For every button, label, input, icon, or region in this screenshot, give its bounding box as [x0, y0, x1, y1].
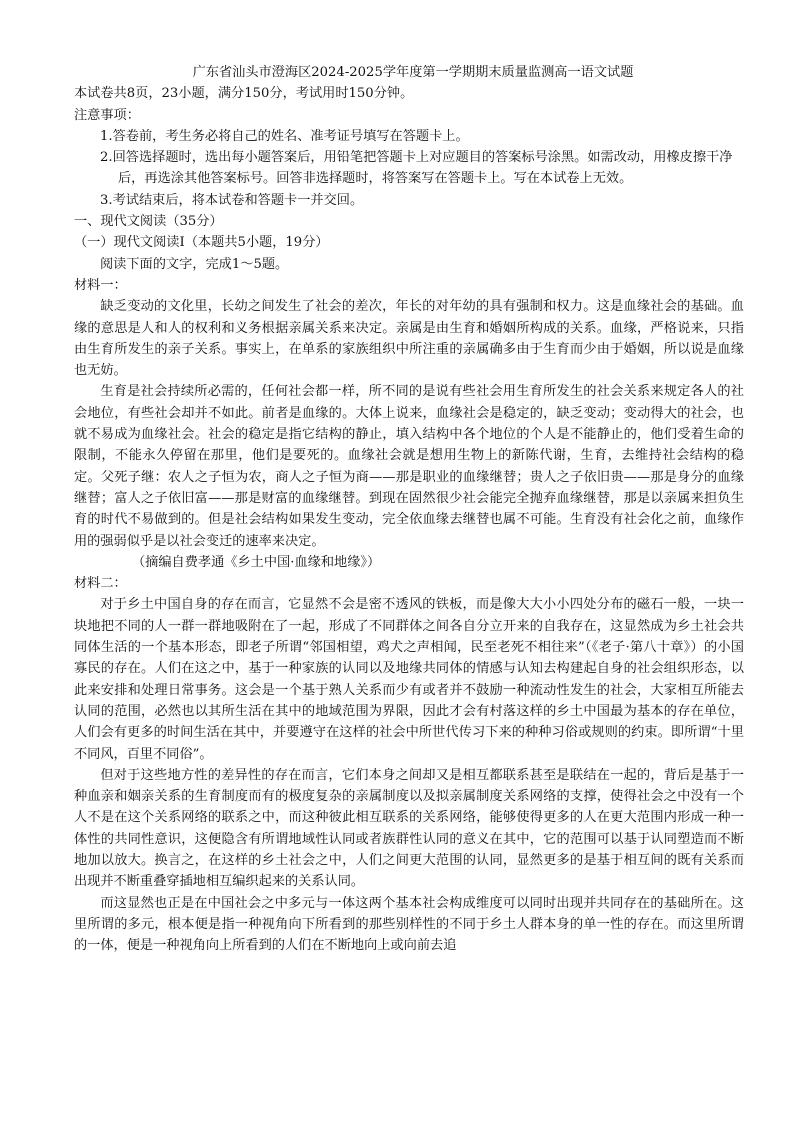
- section-heading: 一、现代文阅读（35分）: [74, 214, 223, 230]
- material-1-source: （摘编自费孝通《乡土中国·血缘和地缘》）: [132, 554, 381, 570]
- material-2-label: 材料二：: [74, 576, 127, 592]
- note-item-2: 2.回答选择题时，选出每小题答案后，用铅笔把答题卡上对应题目的答案标号涂黑。如需改动，用橡皮擦干净后，再选涂其他答案标号。回答非选择题时，将答案写在答题卡上。写在本试卷上无效。: [100, 150, 733, 187]
- material-2-paragraph-1: 对于乡土中国自身的存在而言，它显然不会是密不透风的铁板，而是像大大小小四处分布的磁石一般，一块一块地把不同的人一群一群地吸附在了一起，形成了不同群体之间各自分立开来的自我存在，这显然成为乡土社会共同体生活的一个基本形态，即老子所谓“邻国相望，鸡犬之声相闻，民至老死不相往来”（《老子·第八十章》）的小国寡民的存在。人们在这之中，基于一种家族的认同以及地缘共同体的情感与认知去构建起自身的社会组织形态，以此来安排和处理日常事务。这会是一个基于熟人关系而少有或者并不鼓励一种流动性发生的社会，大家相互所能去认同的范围，必然也以其所生活在其中的地域范围为界限，因此才会有村落这样的乡土中国最为基本的存在单位，人们会有更多的时间生活在其中，并要遵守在这样的社会中所世代传习下来的种种习俗或规则的约束。即所谓“十里不同风，百里不同俗”。: [74, 597, 744, 762]
- exam-page: [74, 62, 744, 956]
- material-1-paragraph-2: 生育是社会持续所必需的，任何社会都一样，所不同的是说有些社会用生育所发生的社会关系来规定各人的社会地位，有些社会却并不如此。前者是血缘的。大体上说来，血缘社会是稳定的，缺乏变动；变动得大的社会，也就不易成为血缘社会。社会的稳定是指它结构的静止，填入结构中各个地位的个人是不能静止的，他们受着生命的限制，不能永久停留在那里，他们是要死的。血缘社会就是想用生物上的新陈代谢，生育，去维持社会结构的稳定。父死子继：农人之子恒为农，商人之子恒为商——那是职业的血缘继替；贵人之子依旧贵——那是身分的血缘继替；富人之子依旧富——那是财富的血缘继替。到现在固然很少社会能完全抛弃血缘继替，那是以亲属来担负生育的时代不易做到的。但是社会结构如果发生变动，完全依血缘去继替也属不可能。生育没有社会化之前，血缘作用的强弱似乎是以社会变迁的速率来决定。: [74, 384, 744, 549]
- material-2-paragraph-3: 而这显然也正是在中国社会之中多元与一体这两个基本社会构成维度可以同时出现并共同存在的基础所在。这里所谓的多元，根本便是指一种视角向下所看到的那些别样性的不同于乡土人群本身的单一性的存在。而这里所谓的一体，便是一种视角向上所看到的人们在不断地向上或向前去追: [74, 895, 744, 954]
- exam-info: 本试卷共8页，23小题，满分150分，考试用时150分钟。: [74, 86, 414, 102]
- material-1-paragraph-1: 缺乏变动的文化里，长幼之间发生了社会的差次，年长的对年幼的具有强制和权力。这是血缘社会的基础。血缘的意思是人和人的权利和义务根据亲属关系来决定。亲属是由生育和婚姻所构成的关系。血缘，严格说来，只指由生育所发生的亲子关系。事实上，在单系的家族组织中所注重的亲属确多由于生育而少由于婚姻，所以说是血缘也无妨。: [74, 299, 744, 379]
- exam-title: 广东省汕头市澄海区2024-2025学年度第一学期期末质量监测高一语文试题: [192, 65, 634, 80]
- reading-instruction: 阅读下面的文字，完成1～5题。: [100, 256, 289, 272]
- notes-heading: 注意事项：: [74, 107, 140, 123]
- material-2-paragraph-2: 但对于这些地方性的差异性的存在而言，它们本身之间却又是相互都联系甚至是联结在一起的，背后是基于一种血亲和姻亲关系的生育制度而有的极度复杂的亲属制度以及拟亲属制度关系网络的支撑，使得社会之中没有一个人不是在这个关系网络的联系之中，而这种彼此相互联系的关系网络，能够使得更多的人在更大范围内形成一种一体性的共同性意识，这便隐含有所谓地域性认同或者族群性认同的意义在其中，它的范围可以基于认同塑造而不断地加以放大。换言之，在这样的乡土社会之中，人们之间更大范围的认同，显然更多的是基于相互间的既有关系而出现并不断重叠穿插地相互编织起来的关系认同。: [74, 767, 744, 890]
- note-item-3: 3.考试结束后，将本试卷和答题卡一并交回。: [100, 192, 364, 208]
- subsection-heading: （一）现代文阅读Ⅰ（本题共5小题，19分）: [74, 235, 329, 251]
- note-item-1: 1.答卷前，考生务必将自己的姓名、准考证号填写在答题卡上。: [100, 128, 469, 144]
- material-1-label: 材料一：: [74, 277, 127, 293]
